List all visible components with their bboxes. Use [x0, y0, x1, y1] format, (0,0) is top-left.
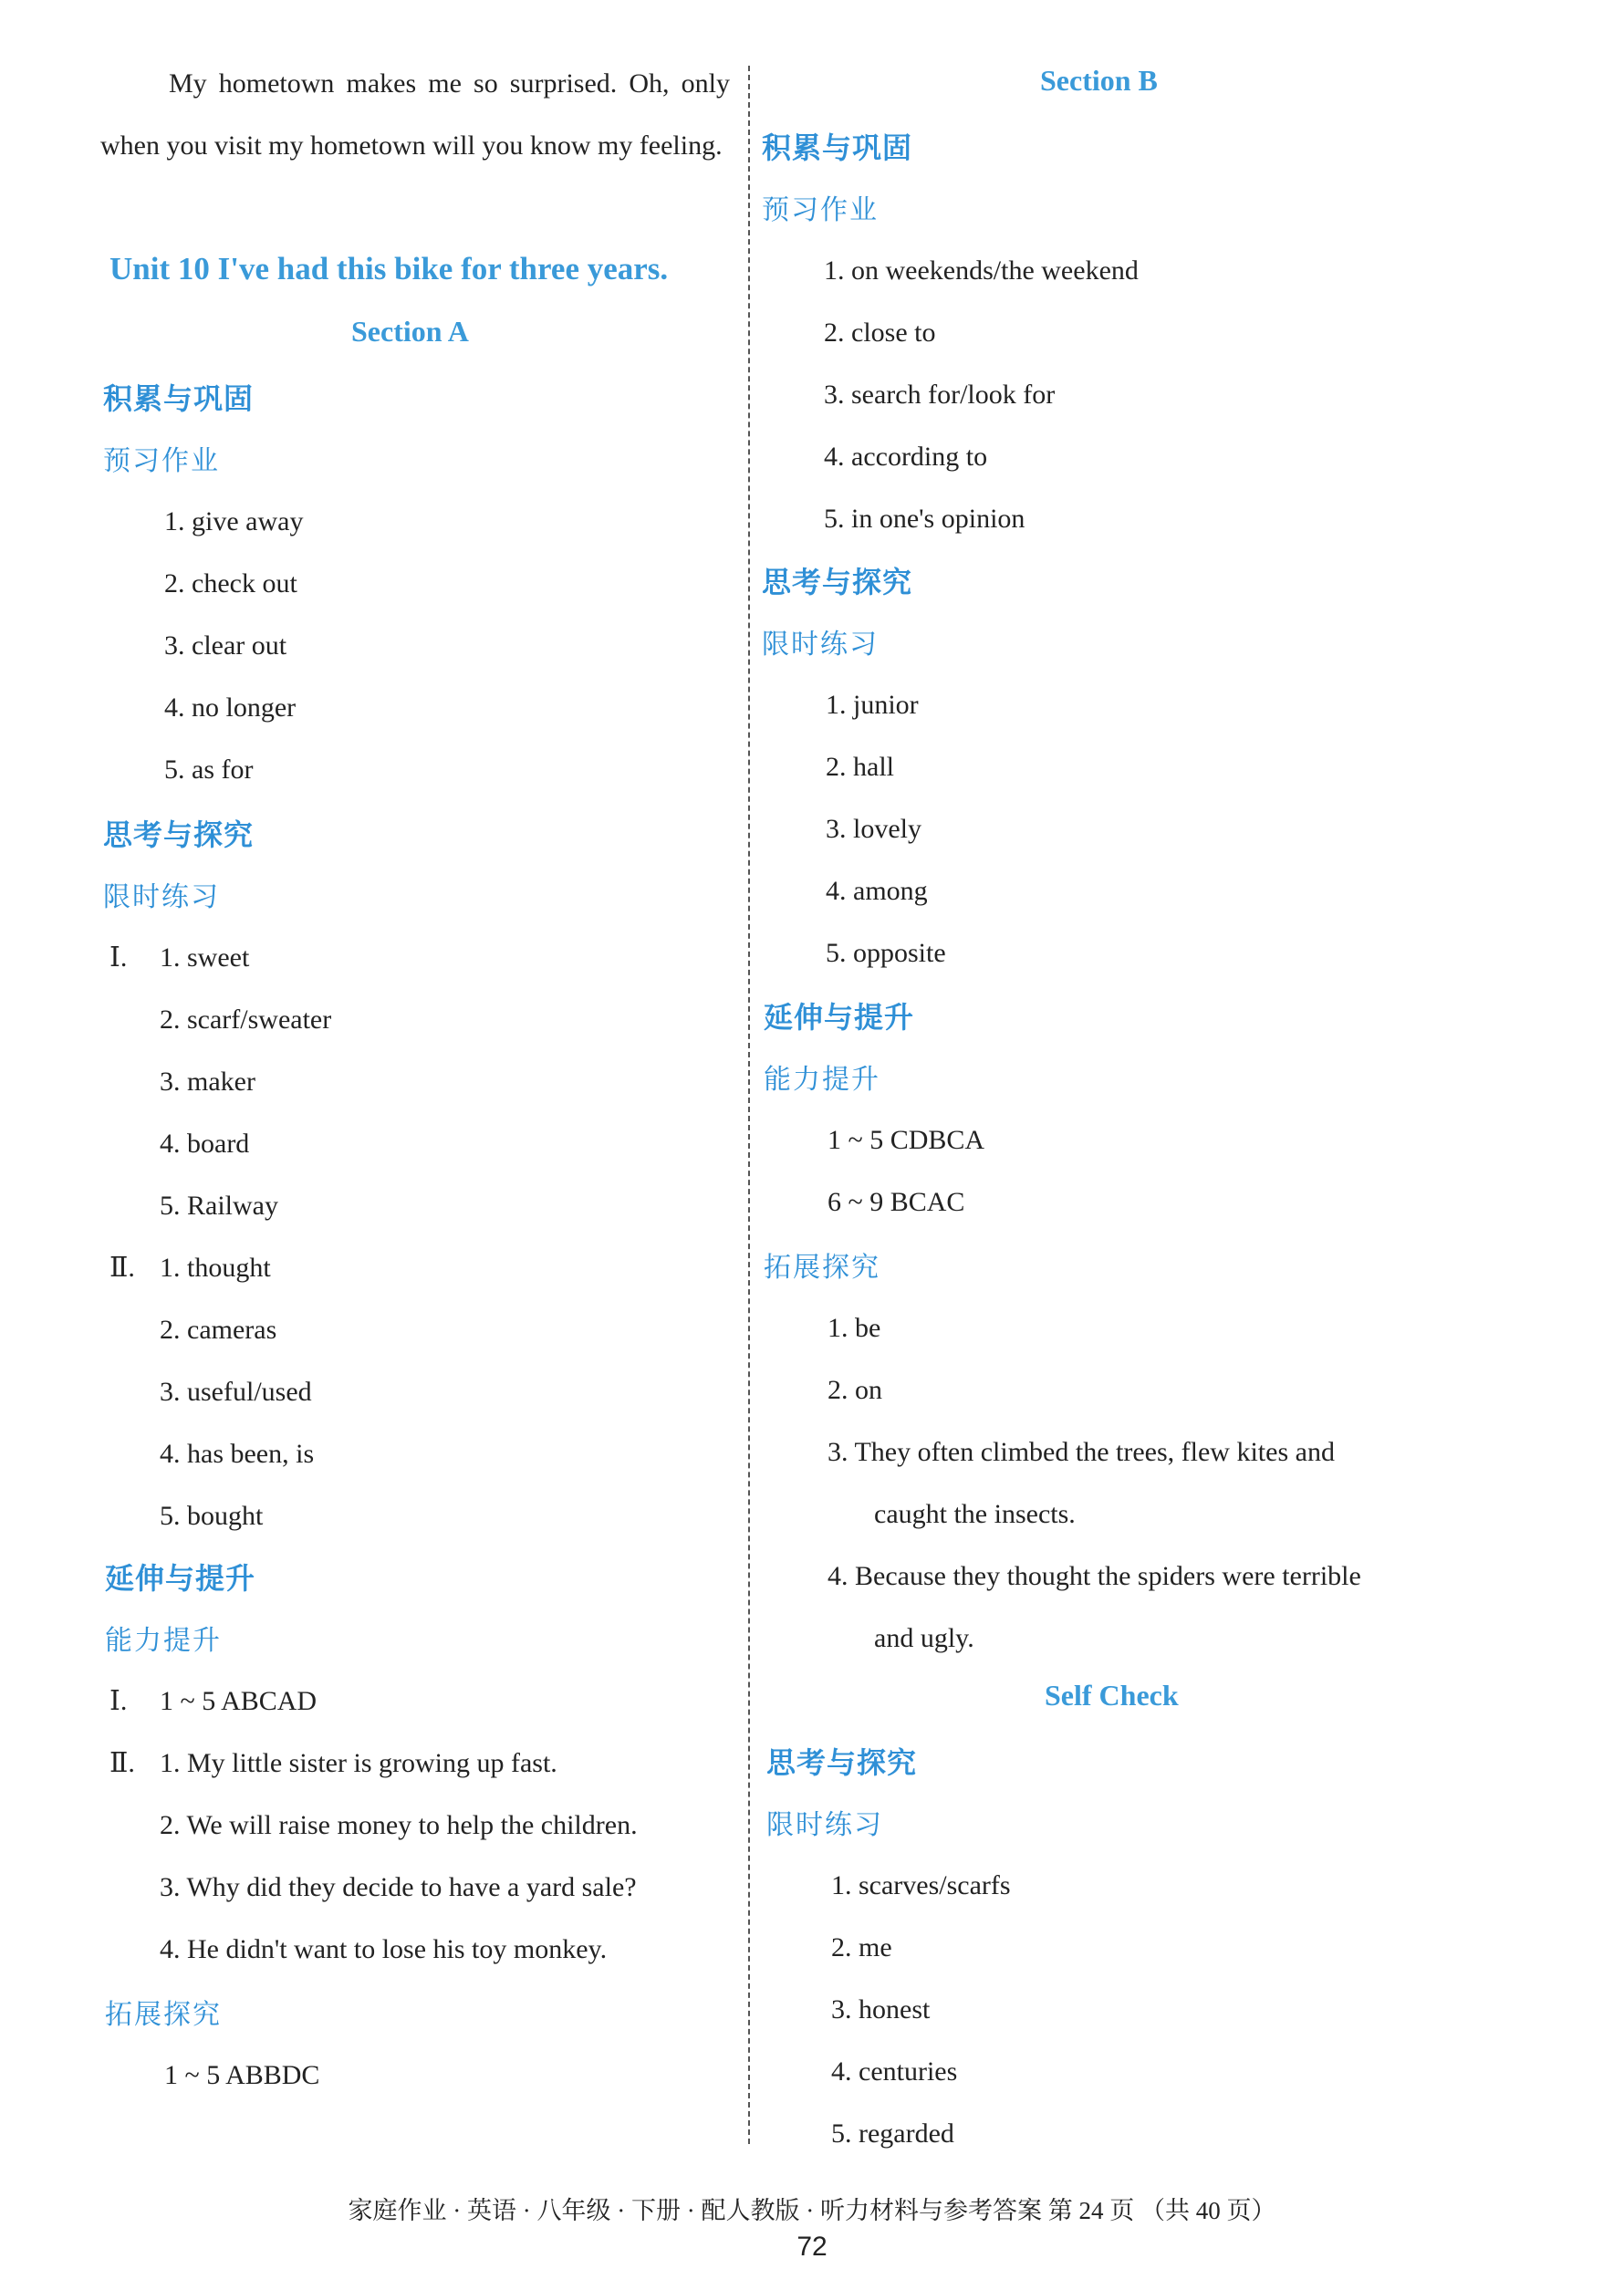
list-item: 3. search for/look for — [824, 380, 1056, 410]
list-item: 2. scarf/sweater — [160, 1004, 332, 1035]
page-number: 72 — [796, 2232, 828, 2262]
list-item: 4. Because they thought the spiders were terrible — [828, 1561, 1361, 1591]
list-item: 1. thought — [160, 1253, 271, 1283]
column-divider — [748, 66, 750, 2144]
heading-yuxi: 预习作业 — [103, 445, 220, 477]
roman-numeral: Ⅰ. — [109, 1686, 128, 1716]
heading-xianshi-2: 限时练习 — [766, 1809, 883, 1841]
list-item: 2. me — [831, 1932, 892, 1962]
list-item: 3. Why did they decide to have a yard sale? — [160, 1872, 637, 1902]
list-item: 5. Railway — [160, 1191, 278, 1221]
heading-nengli: 能力提升 — [764, 1064, 880, 1096]
heading-sikao: 思考与探究 — [762, 565, 913, 599]
list-item: 4. He didn't want to lose his toy monkey. — [160, 1934, 608, 1964]
roman-numeral: Ⅱ. — [109, 1748, 135, 1778]
heading-tuozhan: 拓展探究 — [764, 1252, 880, 1284]
heading-yanshen: 延伸与提升 — [764, 1000, 915, 1035]
list-item: 2. hall — [826, 752, 894, 782]
list-item: 2. on — [828, 1375, 882, 1405]
heading-yanshen: 延伸与提升 — [105, 1561, 256, 1596]
section-b-heading: Section B — [1040, 64, 1158, 97]
list-item: 4. among — [826, 876, 928, 906]
list-item: 1. be — [828, 1313, 881, 1343]
list-item: 2. close to — [824, 317, 936, 348]
list-item: 3. lovely — [826, 814, 921, 844]
list-item: 2. cameras — [160, 1315, 277, 1345]
unit-title: Unit 10 I've had this bike for three years. — [109, 251, 669, 286]
answer-line: 1 ~ 5 ABCAD — [160, 1686, 318, 1716]
heading-tuozhan: 拓展探究 — [105, 1999, 222, 2031]
list-item: 4. board — [160, 1129, 250, 1159]
heading-sikao: 思考与探究 — [103, 817, 255, 852]
list-item: 1. My little sister is growing up fast. — [160, 1748, 557, 1778]
heading-xianshi: 限时练习 — [103, 881, 220, 913]
section-a-heading: Section A — [351, 315, 469, 348]
list-item: 5. as for — [164, 755, 254, 785]
page-footer: 家庭作业 · 英语 · 八年级 · 下册 · 配人教版 · 听力材料与参考答案 第 24 页 （共 40 页） — [348, 2197, 1276, 2224]
list-item: 2. check out — [164, 568, 297, 599]
list-item: 1. sweet — [160, 942, 250, 973]
list-item: 4. no longer — [164, 692, 297, 723]
list-item: 1. scarves/scarfs — [831, 1870, 1011, 1900]
self-check-heading: Self Check — [1045, 1679, 1179, 1712]
list-item-continuation: caught the insects. — [874, 1499, 1076, 1529]
list-item: 3. clear out — [164, 630, 287, 661]
list-item: 1. on weekends/the weekend — [824, 255, 1139, 286]
list-item: 3. useful/used — [160, 1377, 312, 1407]
list-item: 5. in one's opinion — [824, 504, 1025, 534]
answer-line: 6 ~ 9 BCAC — [828, 1187, 965, 1217]
list-item: 4. centuries — [831, 2056, 958, 2087]
roman-numeral: Ⅱ. — [109, 1253, 135, 1283]
list-item: 5. regarded — [831, 2118, 954, 2149]
roman-numeral: Ⅰ. — [109, 942, 128, 973]
heading-yuxi: 预习作业 — [762, 194, 879, 226]
intro-paragraph: My hometown makes me so surprised. Oh, only when you visit my hometown will you know my feeling. — [100, 68, 730, 161]
list-item: 5. opposite — [826, 938, 946, 968]
heading-jilei: 积累与巩固 — [762, 130, 913, 165]
list-item: 3. They often climbed the trees, flew kites and — [828, 1437, 1335, 1467]
answer-line: 1 ~ 5 ABBDC — [164, 2060, 320, 2090]
list-item: 3. honest — [831, 1994, 931, 2025]
list-item: 3. maker — [160, 1067, 255, 1097]
list-item: 1. junior — [826, 690, 919, 720]
list-item: 5. bought — [160, 1501, 264, 1531]
list-item: 4. has been, is — [160, 1439, 315, 1469]
heading-sikao-2: 思考与探究 — [766, 1745, 918, 1780]
heading-nengli: 能力提升 — [105, 1625, 222, 1657]
list-item: 1. give away — [164, 506, 304, 536]
answer-line: 1 ~ 5 CDBCA — [828, 1125, 985, 1155]
list-item-continuation: and ugly. — [874, 1623, 974, 1653]
heading-jilei: 积累与巩固 — [103, 381, 255, 416]
list-item: 2. We will raise money to help the children. — [160, 1810, 638, 1840]
heading-xianshi: 限时练习 — [762, 629, 879, 661]
list-item: 4. according to — [824, 442, 988, 472]
